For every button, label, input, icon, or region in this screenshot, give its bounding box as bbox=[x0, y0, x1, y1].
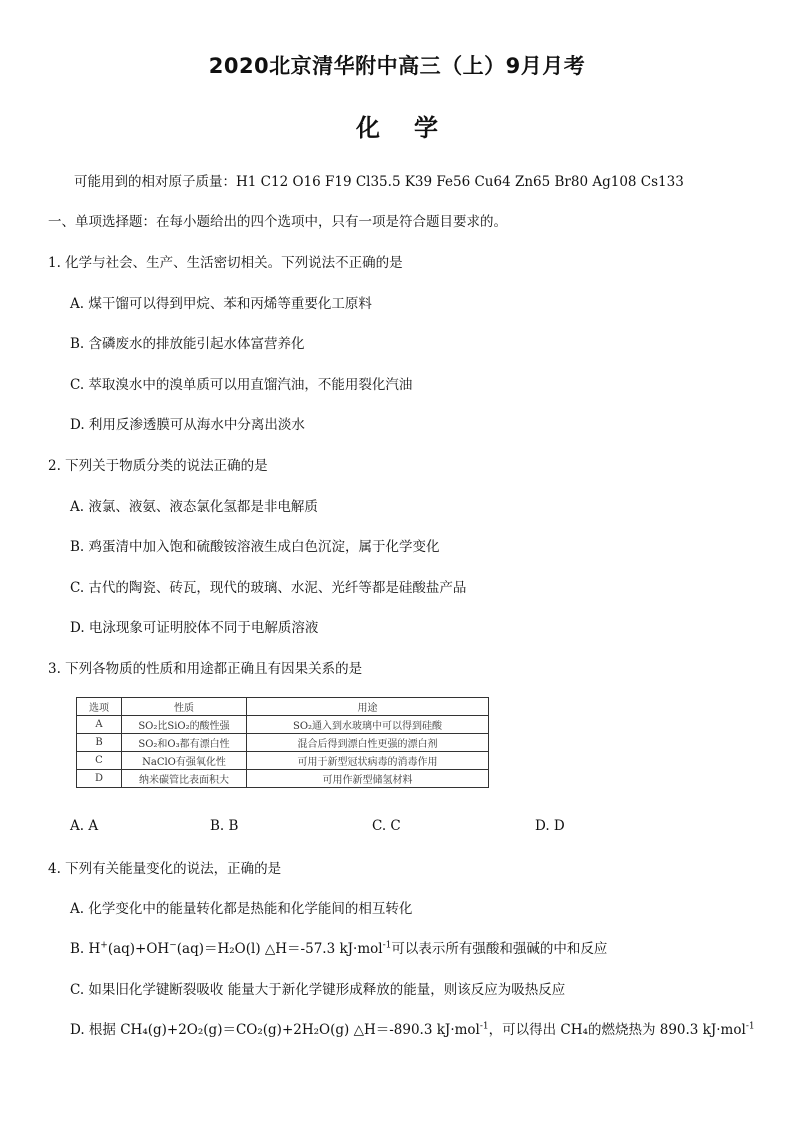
table-row bbox=[77, 734, 489, 752]
table-header-cell: 性质 bbox=[122, 698, 247, 716]
q4-d-part: ，可以得出 CH₄的燃烧热为 890.3 kJ·mol bbox=[488, 1022, 746, 1038]
q4-b-part: (aq)＝H₂O(l) △H＝-57.3 kJ·mol bbox=[176, 941, 383, 957]
superscript: -1 bbox=[382, 940, 392, 951]
superscript: − bbox=[169, 940, 177, 951]
table-cell: A bbox=[77, 716, 122, 734]
q2-option-d: D. 电泳现象可证明胶体不同于电解质溶液 bbox=[70, 620, 319, 636]
subject-title: 化学 bbox=[356, 114, 472, 142]
table-cell: NaClO有强氧化性 bbox=[122, 752, 247, 770]
q1-option-c: C. 萃取溴水中的溴单质可以用直馏汽油，不能用裂化汽油 bbox=[70, 377, 413, 393]
table-cell: C bbox=[77, 752, 122, 770]
table-row bbox=[77, 752, 489, 770]
q1-option-a: A. 煤干馏可以得到甲烷、苯和丙烯等重要化工原料 bbox=[70, 296, 372, 312]
q1-stem: 1. 化学与社会、生产、生活密切相关。下列说法不正确的是 bbox=[48, 255, 403, 271]
q4-option-a: A. 化学变化中的能量转化都是热能和化学能间的相互转化 bbox=[70, 901, 413, 917]
superscript: -1 bbox=[479, 1021, 489, 1032]
table-cell: SO₂和O₃都有漂白性 bbox=[122, 734, 247, 752]
q3-option-c: C. C bbox=[372, 818, 401, 834]
table-cell: 可用作新型储氢材料 bbox=[247, 770, 489, 788]
q3-option-b: B. B bbox=[210, 818, 239, 834]
q4-option-d bbox=[70, 1018, 755, 1038]
table-cell: 纳米碳管比表面积大 bbox=[122, 770, 247, 788]
superscript: + bbox=[100, 940, 108, 951]
q3-property-use-table bbox=[76, 697, 489, 788]
superscript: -1 bbox=[745, 1021, 755, 1032]
table-cell: B bbox=[77, 734, 122, 752]
table-row bbox=[77, 770, 489, 788]
q1-option-d: D. 利用反渗透膜可从海水中分离出淡水 bbox=[70, 417, 305, 433]
q3-option-a: A. A bbox=[70, 818, 99, 834]
q3-stem: 3. 下列各物质的性质和用途都正确且有因果关系的是 bbox=[48, 661, 363, 677]
table-cell: 混合后得到漂白性更强的漂白剂 bbox=[247, 734, 489, 752]
q1-option-b: B. 含磷废水的排放能引起水体富营养化 bbox=[70, 336, 305, 352]
q4-stem: 4. 下列有关能量变化的说法，正确的是 bbox=[48, 861, 282, 877]
section-heading: 一、单项选择题：在每小题给出的四个选项中，只有一项是符合题目要求的。 bbox=[48, 214, 507, 230]
atomic-masses-line: 可能用到的相对原子质量：H1 C12 O16 F19 Cl35.5 K39 Fe56 Cu64 Zn65 Br80 Ag108 Cs133 bbox=[74, 174, 684, 190]
q2-option-c: C. 古代的陶瓷、砖瓦，现代的玻璃、水泥、光纤等都是硅酸盐产品 bbox=[70, 580, 467, 596]
table-header-row bbox=[77, 698, 489, 716]
q4-option-c: C. 如果旧化学键断裂吸收 能量大于新化学键形成释放的能量，则该反应为吸热反应 bbox=[70, 982, 566, 998]
q4-b-part: 可以表示所有强酸和强碱的中和反应 bbox=[391, 941, 608, 957]
q4-option-b bbox=[70, 937, 607, 957]
q2-option-a: A. 液氯、液氨、液态氯化氢都是非电解质 bbox=[70, 499, 318, 515]
q4-b-part: (aq)+OH bbox=[107, 941, 170, 957]
table-cell: SO₂通入到水玻璃中可以得到硅酸 bbox=[247, 716, 489, 734]
q2-option-b: B. 鸡蛋清中加入饱和硫酸铵溶液生成白色沉淀，属于化学变化 bbox=[70, 539, 440, 555]
table-header-cell: 用途 bbox=[247, 698, 489, 716]
table-cell: D bbox=[77, 770, 122, 788]
table-cell: 可用于新型冠状病毒的消毒作用 bbox=[247, 752, 489, 770]
table-cell: SO₂比SiO₂的酸性强 bbox=[122, 716, 247, 734]
q3-option-d: D. D bbox=[535, 818, 565, 834]
table-header-cell: 选项 bbox=[77, 698, 122, 716]
page-title: 2020北京清华附中高三（上）9月月考 bbox=[208, 54, 586, 78]
q4-d-part: D. 根据 CH₄(g)+2O₂(g)＝CO₂(g)+2H₂O(g) △H＝-890.3 kJ·mol bbox=[70, 1022, 480, 1038]
q4-b-part: B. H bbox=[70, 941, 101, 957]
q2-stem: 2. 下列关于物质分类的说法正确的是 bbox=[48, 458, 268, 474]
table-row bbox=[77, 716, 489, 734]
